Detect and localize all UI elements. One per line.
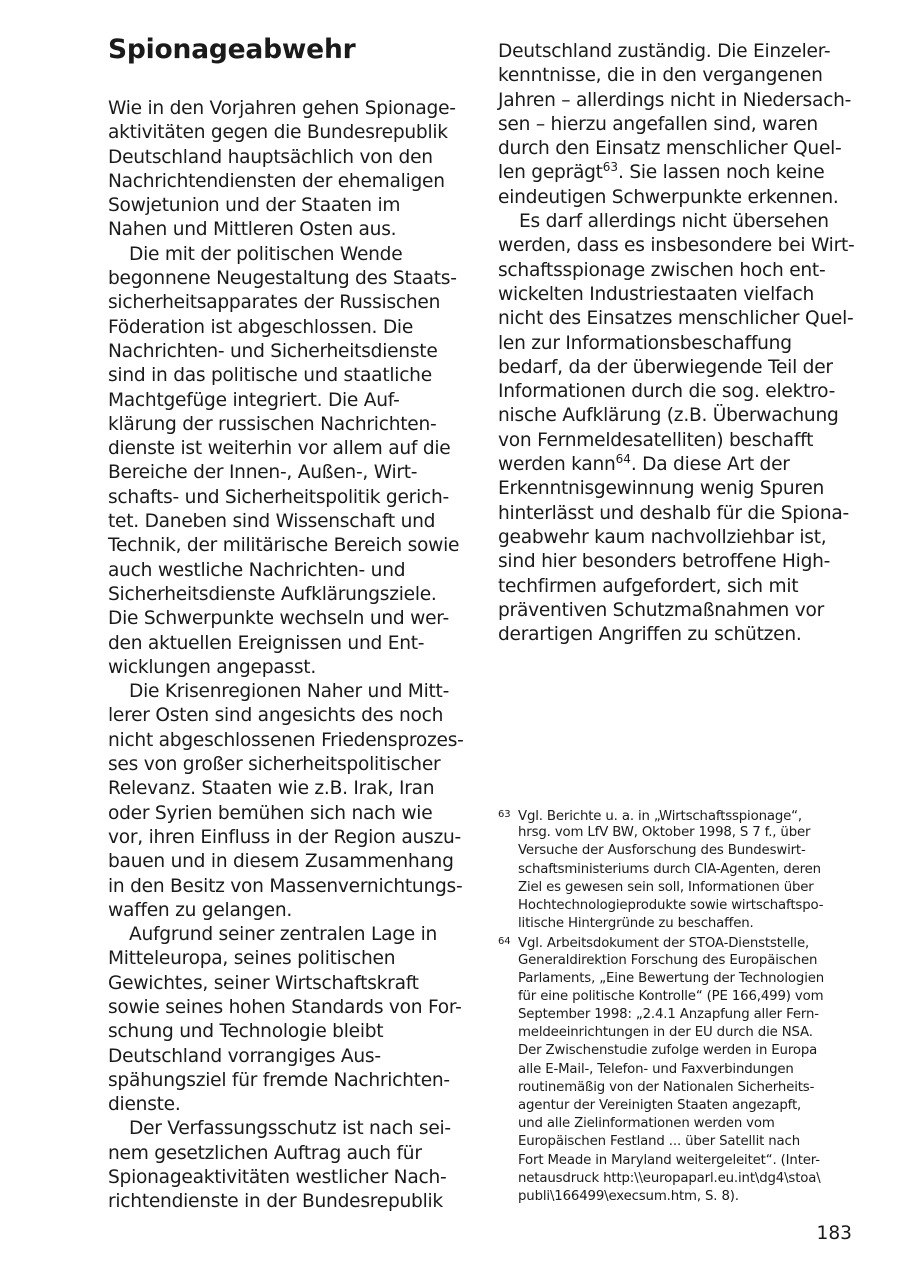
text-line: dienste ist weiterhin vor allem auf die (108, 438, 451, 460)
text-line: bauen und in diesem Zusammenhang (108, 851, 454, 873)
text-line: spähungsziel für fremde Nachrichten- (108, 1069, 450, 1091)
text-line: hinterlässt und deshalb für die Spiona- (498, 502, 850, 524)
text-line: Technik, der militärische Bereich sowie (108, 535, 460, 557)
footnote-reference: 63 (602, 160, 619, 175)
text-line: tet. Daneben sind Wissenschaft und (108, 511, 436, 533)
text-line: Föderation ist abgeschlossen. Die (108, 316, 414, 338)
text-line: begonnene Neugestaltung des Staats- (108, 268, 457, 290)
footnote-line: Generaldirektion Forschung des Europäischen (518, 952, 818, 968)
text-line: schung und Technologie bleibt (108, 1021, 384, 1043)
text-line: schaftsspionage zwischen hoch ent- (498, 259, 826, 281)
text-line: Die Schwerpunkte wechseln und wer- (108, 608, 449, 630)
text-line: Informationen durch die sog. elektro- (498, 381, 836, 403)
text-line: durch den Einsatz menschlicher Quel- (498, 138, 842, 160)
text-line: waffen zu gelangen. (108, 899, 293, 921)
footnote-line: Ziel es gewesen sein soll, Informationen über (518, 879, 814, 895)
text-line: Jahren – allerdings nicht in Niedersach- (498, 89, 852, 111)
footnote-text: Vgl. Arbeitsdokument der STOA-Dienststelle, (518, 936, 810, 952)
text-line: Erkenntnisgewinnung wenig Spuren (498, 478, 825, 500)
footnotes (498, 806, 860, 1206)
text-line: oder Syrien bemühen sich nach wie (108, 802, 433, 824)
page-number: 183 (816, 1223, 852, 1244)
text-line: Sowjetunion und der Staaten im (108, 195, 401, 217)
footnote-line (498, 933, 860, 951)
footnote-number: 63 (498, 809, 511, 820)
text-line: Die mit der politischen Wende (129, 243, 403, 265)
footnote-line: alle E-Mail-, Telefon- und Faxverbindungen (518, 1061, 794, 1077)
footnote-line: litische Hintergründe zu beschaffen. (518, 916, 754, 932)
text-line: bedarf, da der überwiegende Teil der (498, 356, 833, 378)
left-column-body (108, 97, 464, 1215)
text-line: techfirmen aufgefordert, sich mit (498, 575, 799, 597)
footnote-line: Der Zwischenstudie zufolge werden in Europa (518, 1043, 818, 1059)
footnote-number: 64 (498, 936, 511, 948)
text-line: wicklungen angepasst. (108, 656, 316, 678)
text-line: vor, ihren Einfluss in der Region auszu- (108, 826, 461, 848)
text-line: Nachrichtendiensten der ehemaligen (108, 170, 445, 192)
text-line: sind hier besonders betroffene High- (498, 551, 831, 573)
text-line: den aktuellen Ereignissen und Ent- (108, 632, 425, 654)
footnote-line: publi\166499\execsum.htm, S. 8). (518, 1188, 739, 1204)
footnote-line: Fort Meade in Maryland weitergeleitet“. (Inter- (518, 1152, 820, 1168)
footnote-line: und alle Zielinformationen werden vom (518, 1116, 775, 1132)
text-line: von Fernmeldesatelliten) beschafft (498, 429, 814, 451)
text-line: Wie in den Vorjahren gehen Spionage- (108, 98, 456, 119)
footnote-line: schaftsministeriums durch CIA-Agenten, deren (518, 861, 821, 877)
footnote-text: Vgl. Berichte u. a. in „Wirtschaftsspionage“, (518, 809, 802, 824)
footnote-reference: 64 (615, 452, 631, 467)
text-line: geabwehr kaum nachvollziehbar ist, (498, 526, 827, 548)
text-line: Bereiche der Innen-, Außen-, Wirt- (108, 462, 418, 484)
text-line: sind in das politische und staatliche (108, 365, 432, 387)
text-line: sen – hierzu angefallen sind, waren (498, 113, 818, 135)
text-line: präventiven Schutzmaßnahmen vor (498, 599, 825, 621)
text-line: in den Besitz von Massenvernichtungs- (108, 875, 463, 897)
text-line: klärung der russischen Nachrichten- (108, 413, 437, 435)
text-line: Spionageaktivitäten westlicher Nach- (108, 1167, 447, 1189)
text-line: Sicherheitsdienste Aufklärungsziele. (108, 583, 437, 605)
text-line: derartigen Angriffen zu schützen. (498, 624, 802, 646)
footnote-line: agentur der Vereinigten Staaten angezapft, (518, 1098, 802, 1113)
text-line: ses von großer sicherheitspolitischer (108, 754, 441, 776)
footnote-line: Europäischen Festland ... über Satellit nach (518, 1134, 800, 1150)
text-line: Machtgefüge integriert. Die Auf- (108, 389, 400, 411)
text-line: Deutschland vorrangiges Aus- (108, 1045, 381, 1067)
text-line: Nachrichten- und Sicherheitsdienste (108, 340, 438, 362)
text-line: richtendienste in der Bundesrepublik (108, 1191, 443, 1213)
footnote-line: hrsg. vom LfV BW, Oktober 1998, S 7 f., über (518, 825, 811, 841)
text-line: eindeutigen Schwerpunkte erkennen. (498, 186, 839, 208)
text-line: nische Aufklärung (z.B. Überwachung (498, 405, 839, 427)
text-line (498, 453, 860, 477)
text-fragment: . Sie lassen noch keine (618, 162, 825, 184)
text-line: Relevanz. Staaten wie z.B. Irak, Iran (108, 778, 435, 800)
text-line: Gewichtes, seiner Wirtschaftskraft (108, 972, 419, 994)
text-line: sicherheitsapparates der Russischen (108, 292, 441, 314)
text-fragment: . Da diese Art der (630, 454, 790, 476)
footnote-line: routinemäßig von der Nationalen Sicherheits- (518, 1079, 815, 1095)
text-line: nicht abgeschlossenen Friedensprozes- (108, 729, 464, 751)
text-line: Deutschland hauptsächlich von den (108, 146, 433, 168)
text-line: Nahen und Mittleren Osten aus. (108, 219, 397, 241)
text-line: Der Verfassungsschutz ist nach sei- (129, 1118, 451, 1140)
text-line: Deutschland zuständig. Die Einzeler- (498, 41, 831, 62)
text-line: Die Krisenregionen Naher und Mitt- (129, 681, 450, 703)
text-line: sowie seines hohen Standards von For- (108, 996, 462, 1018)
text-line (498, 161, 860, 185)
footnote-line: September 1998: „2.4.1 Anzapfung aller Fern- (518, 1007, 819, 1023)
text-line: nicht des Einsatzes menschlicher Quel- (498, 308, 854, 330)
footnote-line: meldeeinrichtungen in der EU durch die NSA. (518, 1025, 813, 1041)
text-line: auch westliche Nachrichten- und (108, 559, 406, 581)
footnote-63 (498, 806, 860, 933)
text-line: Es darf allerdings nicht übersehen (519, 211, 829, 233)
footnote-line: Versuche der Ausforschung des Bundeswirt- (518, 843, 806, 859)
footnote-line: Hochtechnologieprodukte sowie wirtschaftspo- (518, 897, 824, 913)
text-line: Aufgrund seiner zentralen Lage in (129, 924, 438, 946)
text-line: Mitteleuropa, seines politischen (108, 948, 396, 970)
footnote-64 (498, 933, 860, 1206)
text-fragment: len geprägt (498, 162, 603, 184)
page-title: Spionageabwehr (108, 34, 356, 65)
text-line: schafts- und Sicherheitspolitik gerich- (108, 486, 449, 508)
footnote-line (498, 806, 860, 824)
right-column-body (498, 40, 860, 647)
text-line: wickelten Industriestaaten vielfach (498, 283, 814, 305)
text-line: kenntnisse, die in den vergangenen (498, 65, 823, 87)
footnote-line: netausdruck http:\\europaparl.eu.int\dg4\stoa\ (518, 1170, 821, 1186)
text-line: dienste. (108, 1094, 181, 1116)
text-fragment: werden kann (498, 454, 616, 476)
text-line: lerer Osten sind angesichts des noch (108, 705, 444, 727)
text-line: werden, dass es insbesondere bei Wirt- (498, 235, 855, 257)
text-line: len zur Informationsbeschaffung (498, 332, 792, 354)
footnote-line: Parlaments, „Eine Bewertung der Technologien (518, 970, 825, 986)
footnote-line: für eine politische Kontrolle“ (PE 166,499) vom (518, 988, 824, 1004)
text-line: aktivitäten gegen die Bundesrepublik (108, 122, 448, 144)
text-line: nem gesetzlichen Auftrag auch für (108, 1142, 422, 1164)
